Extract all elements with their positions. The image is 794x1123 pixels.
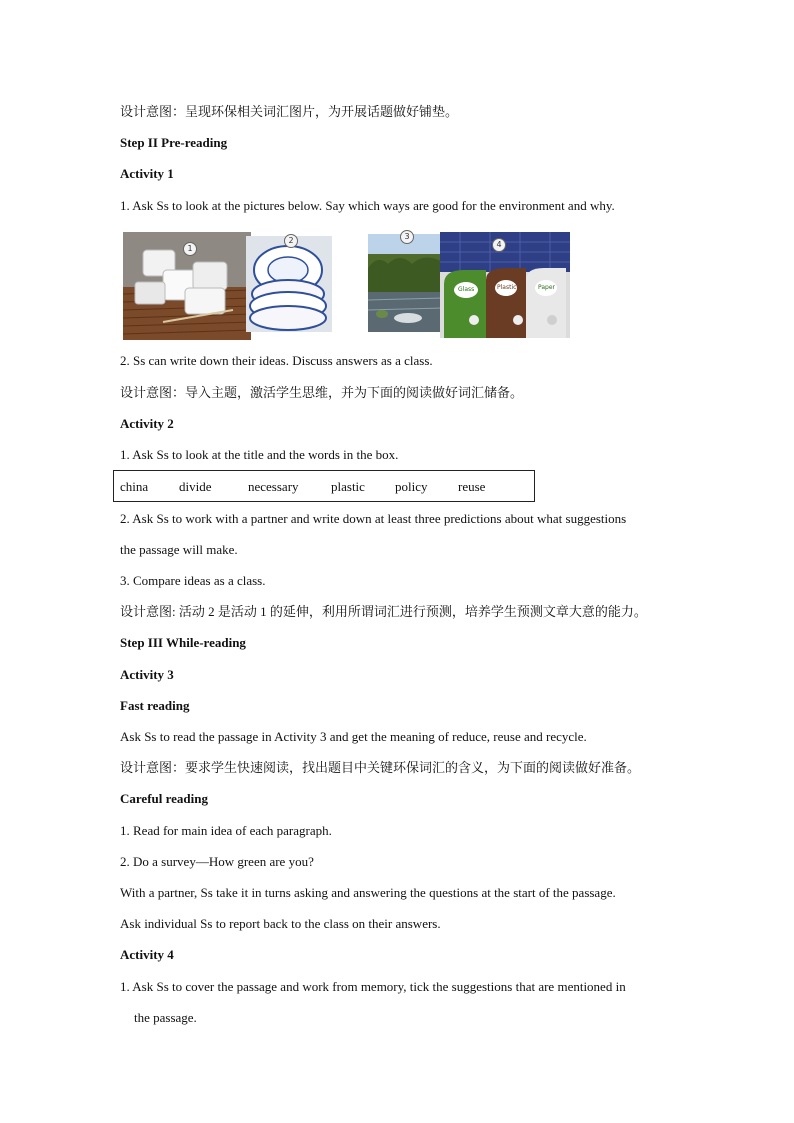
picture-river-pollution — [368, 234, 443, 332]
picture-recycling-bins — [440, 232, 570, 338]
activity-3-heading: Activity 3 — [120, 667, 174, 682]
word-policy: policy — [395, 479, 428, 494]
activity-4-heading: Activity 4 — [120, 947, 174, 962]
intent-3: 设计意图: 活动 2 是活动 1 的延伸，利用所谓词汇进行预测，培养学生预测文章大意的能力。 — [120, 604, 647, 619]
step-2-heading: Step II Pre-reading — [120, 135, 228, 150]
fast-reading-heading: Fast reading — [120, 698, 190, 713]
picture-china-plates — [246, 236, 332, 332]
activity-2-item-2-cont: the passage will make. — [120, 542, 238, 557]
activity-2-item-3: 3. Compare ideas as a class. — [120, 573, 266, 588]
word-necessary: necessary — [248, 479, 299, 494]
intent-4: 设计意图：要求学生快速阅读，找出题目中关键环保词汇的含义，为下面的阅读做好准备。 — [120, 760, 641, 775]
picture-plastic-boxes — [123, 232, 251, 340]
picture-number-1: 1 — [183, 242, 197, 256]
activity-2-heading: Activity 2 — [120, 416, 174, 431]
careful-reading-heading: Careful reading — [120, 791, 208, 806]
activity-2-item-2: 2. Ask Ss to work with a partner and write down at least three predictions about what suggestions — [120, 511, 627, 526]
picture-number-3: 3 — [400, 230, 414, 244]
picture-number-2: 2 — [284, 234, 298, 248]
intent-1: 设计意图：呈现环保相关词汇图片，为开展话题做好铺垫。 — [120, 104, 459, 119]
bin-label-paper: Paper — [538, 284, 555, 291]
intent-2: 设计意图：导入主题，激活学生思维，并为下面的阅读做好词汇储备。 — [120, 385, 524, 400]
activity-1-heading: Activity 1 — [120, 166, 174, 181]
word-plastic: plastic — [331, 479, 365, 494]
activity-4-item-1: 1. Ask Ss to cover the passage and work from memory, tick the suggestions that are mentioned in — [120, 979, 626, 994]
word-box — [113, 470, 535, 502]
activity-4-item-1-cont: the passage. — [134, 1010, 197, 1025]
word-china: china — [120, 479, 149, 494]
picture-number-4: 4 — [492, 238, 506, 252]
activity-2-item-1: 1. Ask Ss to look at the title and the words in the box. — [120, 447, 399, 462]
careful-reading-item-1: 1. Read for main idea of each paragraph. — [120, 823, 332, 838]
activity-1-item-1: 1. Ask Ss to look at the pictures below. Say which ways are good for the environment and why. — [120, 198, 615, 213]
careful-reading-item-2: 2. Do a survey—How green are you? — [120, 854, 314, 869]
partner-text: With a partner, Ss take it in turns asking and answering the questions at the start of the passage. — [120, 885, 616, 900]
word-divide: divide — [179, 479, 212, 494]
activity-1-item-2: 2. Ss can write down their ideas. Discuss answers as a class. — [120, 353, 433, 368]
bin-label-glass: Glass — [458, 286, 475, 293]
individual-text: Ask individual Ss to report back to the class on their answers. — [120, 916, 441, 931]
step-3-heading: Step III While-reading — [120, 635, 246, 650]
word-reuse: reuse — [458, 479, 486, 494]
fast-reading-text: Ask Ss to read the passage in Activity 3 and get the meaning of reduce, reuse and recycle. — [120, 729, 587, 744]
bin-label-plastic: Plastic — [497, 284, 517, 291]
